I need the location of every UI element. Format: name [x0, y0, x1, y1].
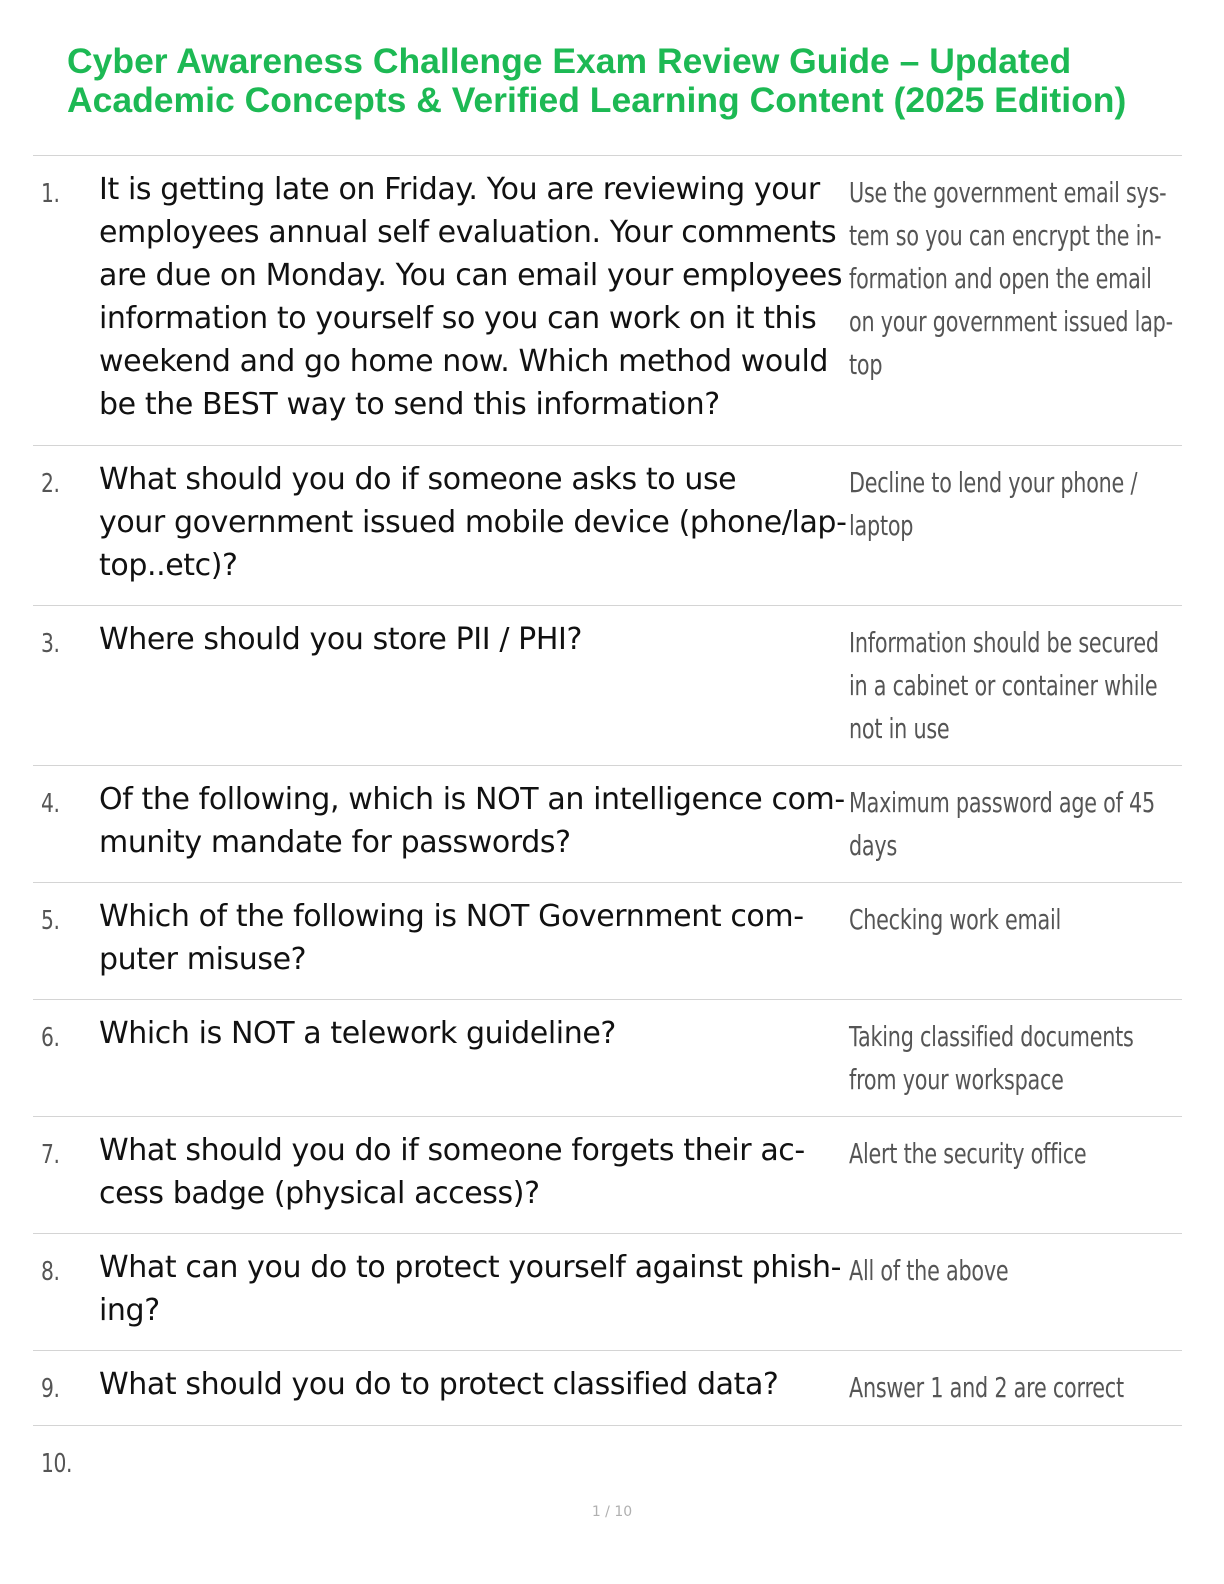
qa-item-1 — [33, 156, 1182, 446]
question-line: Which is NOT a telework guideline? — [99, 1016, 616, 1051]
question-answer-list — [33, 155, 1182, 1496]
answer-line: top — [849, 348, 883, 381]
question-text — [99, 895, 849, 981]
question-text — [99, 618, 849, 661]
answer-line: Maximum password age of 45 — [849, 786, 1155, 819]
item-number: 6. — [41, 1023, 60, 1053]
question-line: top..etc)? — [99, 548, 238, 583]
item-number: 5. — [41, 906, 60, 936]
answer-text — [849, 781, 1160, 867]
answer-line: Taking classified documents — [849, 1020, 1134, 1053]
question-line: weekend and go home now. Which method would — [99, 344, 829, 379]
question-line: What should you do if someone forgets their ac- — [99, 1133, 805, 1168]
question-line: employees annual self evaluation. Your comments — [99, 215, 837, 250]
question-line: be the BEST way to send this information? — [99, 387, 720, 422]
document-title — [67, 42, 1187, 120]
qa-item-3 — [33, 606, 1182, 766]
question-text — [99, 778, 849, 864]
qa-item-7 — [33, 1117, 1182, 1234]
question-text — [99, 1246, 849, 1332]
qa-item-10 — [33, 1426, 1182, 1496]
answer-line: from your workspace — [849, 1063, 1064, 1096]
item-number: 1. — [41, 179, 60, 209]
title-line-1: Cyber Awareness Challenge Exam Review Guide – Updated — [67, 41, 1072, 81]
question-line: What should you do to protect classified data? — [99, 1367, 779, 1402]
item-number: 10. — [41, 1449, 73, 1479]
qa-item-6 — [33, 1000, 1182, 1117]
question-text — [99, 1129, 849, 1215]
answer-line: days — [849, 829, 898, 862]
item-number: 3. — [41, 629, 60, 659]
question-line: information to yourself so you can work on it this — [99, 301, 817, 336]
answer-line: tem so you can encrypt the in- — [849, 219, 1162, 252]
question-line: your government issued mobile device (phone/lap- — [99, 505, 847, 540]
question-text — [99, 1363, 849, 1406]
answer-text — [849, 1132, 1160, 1175]
answer-line: Answer 1 and 2 are correct — [849, 1371, 1124, 1404]
question-line: ing? — [99, 1293, 160, 1328]
title-line-2: Academic Concepts & Verified Learning Content (2025 Edition) — [67, 80, 1127, 120]
answer-text — [849, 898, 1160, 941]
answer-text — [849, 1366, 1160, 1409]
question-line: are due on Monday. You can email your employees — [99, 258, 843, 293]
answer-line: in a cabinet or container while — [849, 669, 1158, 702]
question-text — [99, 1012, 849, 1055]
answer-line: Use the government email sys- — [849, 176, 1167, 209]
answer-line: Alert the security office — [849, 1137, 1087, 1170]
question-line: Of the following, which is NOT an intelligence com- — [99, 782, 845, 817]
item-number: 2. — [41, 469, 60, 499]
question-line: It is getting late on Friday. You are reviewing your — [99, 172, 820, 207]
answer-text — [849, 1015, 1160, 1101]
qa-item-5 — [33, 883, 1182, 1000]
qa-item-9 — [33, 1351, 1182, 1426]
question-line: What should you do if someone asks to use — [99, 462, 737, 497]
answer-line: All of the above — [849, 1254, 1009, 1287]
question-line: cess badge (physical access)? — [99, 1176, 540, 1211]
question-text — [99, 168, 849, 426]
qa-item-8 — [33, 1234, 1182, 1351]
answer-text — [849, 621, 1160, 750]
answer-line: Information should be secured — [849, 626, 1159, 659]
answer-text — [849, 171, 1173, 386]
page-number: 1 / 10 — [591, 1504, 633, 1520]
question-line: Where should you store PII / PHI? — [99, 622, 582, 657]
answer-line: not in use — [849, 712, 950, 745]
answer-line: Checking work email — [849, 903, 1062, 936]
question-line: Which of the following is NOT Government com- — [99, 899, 804, 934]
qa-item-2 — [33, 446, 1182, 606]
answer-line: laptop — [849, 509, 914, 542]
question-text — [99, 458, 849, 587]
answer-line: formation and open the email — [849, 262, 1152, 295]
answer-text — [849, 1249, 1160, 1292]
question-line: munity mandate for passwords? — [99, 825, 571, 860]
item-number: 7. — [41, 1140, 60, 1170]
question-line: What can you do to protect yourself against phish- — [99, 1250, 842, 1285]
answer-text — [849, 461, 1160, 547]
item-number: 9. — [41, 1374, 60, 1404]
answer-line: Decline to lend your phone / — [849, 466, 1138, 499]
qa-item-4 — [33, 766, 1182, 883]
item-number: 8. — [41, 1257, 60, 1287]
item-number: 4. — [41, 789, 60, 819]
answer-line: on your government issued lap- — [849, 305, 1173, 338]
question-line: puter misuse? — [99, 942, 307, 977]
